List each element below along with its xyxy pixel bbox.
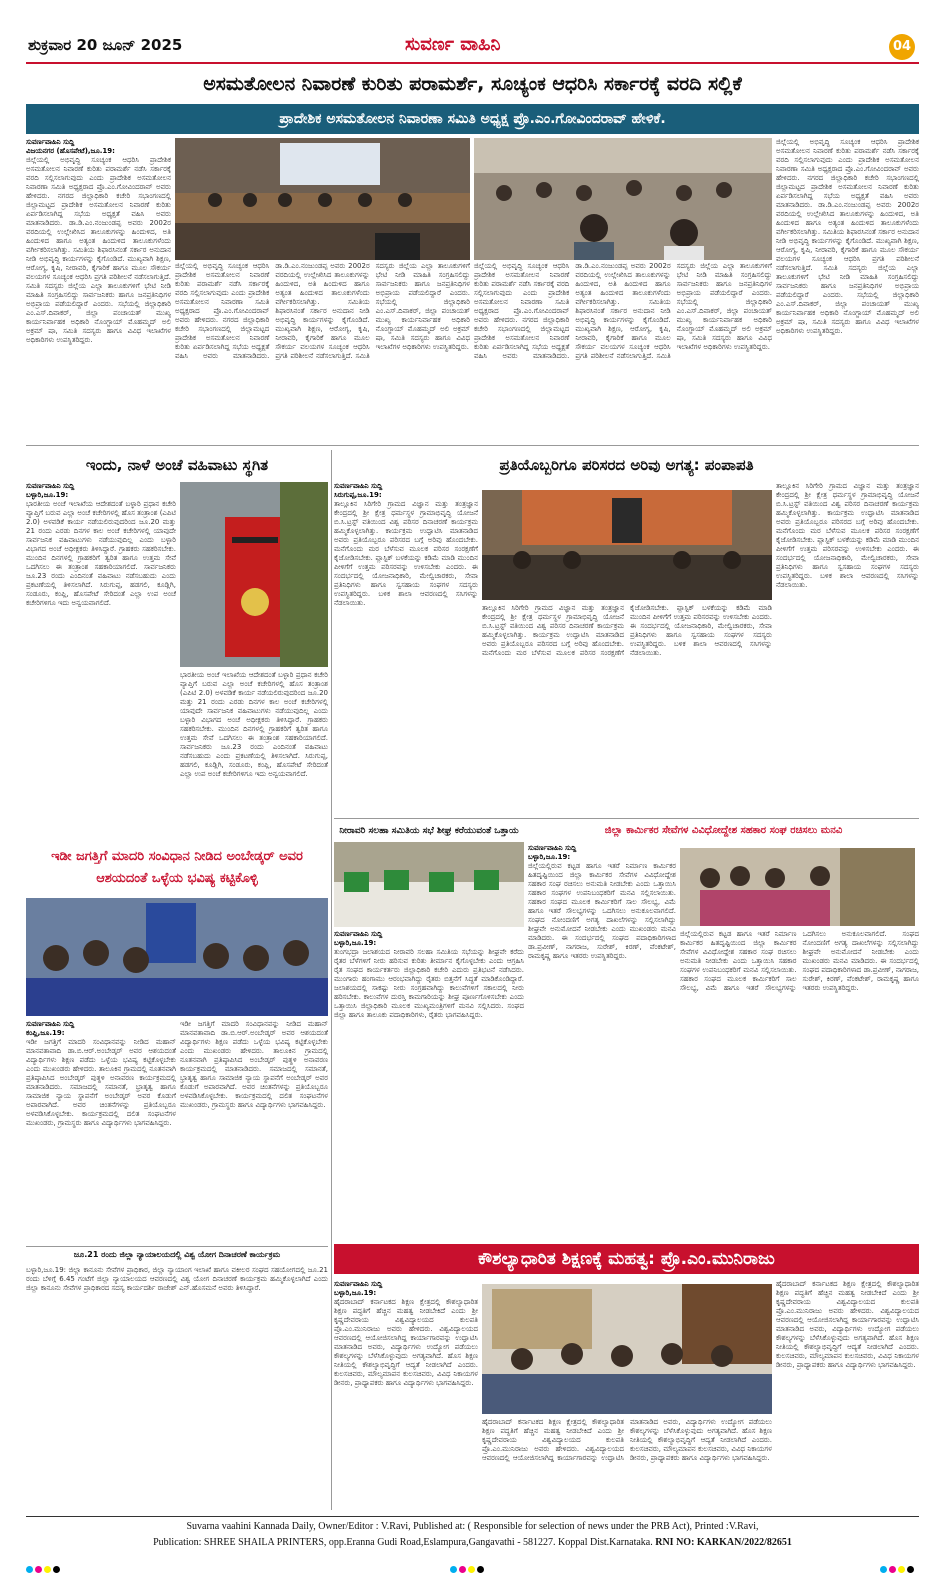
issue-date: ಶುಕ್ರವಾರ 20 ಜೂನ್ 2025 [28,36,183,54]
postbox-image [180,482,328,667]
notice-divider [26,1246,328,1247]
lamp-lighting-image [482,1284,772,1414]
karmika-article-col2 [680,930,919,1238]
ambedkar-body-cont: ಇಡೀ ಜಗತ್ತಿಗೆ ಮಾದರಿ ಸಂವಿಧಾನವನ್ನು ನೀಡಿದ ಮಹಾನ್ ಮಾನವತಾವಾದಿ ಡಾ.ಬಿ.ಆರ್.ಅಂಬೇಡ್ಕರ್ ಅವರ ಆಶಯದಂತೆ ವಿದ್ಯಾರ್ಥಿಗಳು ಶಿಕ್ಷಣ ಪಡೆದು ಒಳ್ಳೆಯ ಭವಿಷ್ಯ ಕಟ್ಟಿಕೊಳ್ಳಬೇಕು ಎಂದು ಮುಖಂಡರು ಹೇಳಿದರು. ತಾಲೂಕಿನ ಗ್ರಾಮದಲ್ಲಿ ನೂತನವಾಗಿ ಪ್ರತಿಷ್ಠಾಪಿಸಿದ ಅಂಬೇಡ್ಕರ್ ಪುತ್ಥಳಿ ಅನಾವರಣ ಕಾರ್ಯಕ್ರಮದಲ್ಲಿ ಮಾತನಾಡಿದರು. ಸಮಾಜದಲ್ಲಿ ಸಮಾನತೆ, ಭ್ರಾತೃತ್ವ ಹಾಗೂ ಸಾಮಾಜಿಕ ನ್ಯಾಯ ಸ್ಥಾಪನೆಗೆ ಅಂಬೇಡ್ಕರ್ ಅವರ ಕೊಡುಗೆ ಅಪಾರವಾಗಿದೆ. ಅವರ ಚಿಂತನೆಗಳನ್ನು ಪ್ರತಿಯೊಬ್ಬರೂ ಅಳವಡಿಸಿಕೊಳ್ಳಬೇಕು. ಕಾರ್ಯಕ್ರಮದಲ್ಲಿ ದಲಿತ ಸಂಘಟನೆಗಳ ಮುಖಂಡರು, ಗ್ರಾಮಸ್ಥರು ಹಾಗೂ ವಿದ್ಯಾರ್ಥಿಗಳು ಭಾಗವಹಿಸಿದ್ದರು. [180,1020,328,1109]
lead-headline: ಅಸಮತೋಲನ ನಿವಾರಣೆ ಕುರಿತು ಪರಾಮರ್ಶೆ, ಸೂಚ್ಯಂಕ ಆಧರಿಸಿ ಸರ್ಕಾರಕ್ಕೆ ವರದಿ ಸಲ್ಲಿಕೆ [203,73,742,95]
farmers-protest-image [334,842,524,927]
karmika-body: ಜಿಲ್ಲೆಯಲ್ಲಿರುವ ಕಟ್ಟಡ ಹಾಗೂ ಇತರೆ ನಿರ್ಮಾಣ ಕಾರ್ಮಿಕರ ಹಿತದೃಷ್ಟಿಯಿಂದ ಜಿಲ್ಲಾ ಕಾರ್ಮಿಕರ ಸೇವೆಗಳ ವಿವಿಧೋದ್ದೇಶ ಸಹಕಾರ ಸಂಘ ರಚಿಸಲು ಅನುಮತಿ ನೀಡಬೇಕು ಎಂದು ಒತ್ತಾಯಿಸಿ ಸಹಕಾರ ಸಂಘಗಳ ಉಪನಿಬಂಧಕರಿಗೆ ಮನವಿ ಸಲ್ಲಿಸಲಾಯಿತು. ಸಹಕಾರ ಸಂಘದ ಮೂಲಕ ಕಾರ್ಮಿಕರಿಗೆ ಸಾಲ ಸೌಲಭ್ಯ, ವಿಮೆ ಹಾಗೂ ಇತರೆ ಸೌಲಭ್ಯಗಳನ್ನು ಒದಗಿಸಲು ಅನುಕೂಲವಾಗಲಿದೆ. ಸಂಘದ ನೋಂದಣಿಗೆ ಅಗತ್ಯ ದಾಖಲೆಗಳನ್ನು ಸಲ್ಲಿಸಲಾಗಿದ್ದು ಶೀಘ್ರವೇ ಅನುಮೋದನೆ ನೀಡಬೇಕು ಎಂದು ಮುಖಂಡರು ಮನವಿ ಮಾಡಿದರು. ಈ ಸಂದರ್ಭದಲ್ಲಿ ಸಂಘದ ಪದಾಧಿಕಾರಿಗಳಾದ ಡಾ.ಪ್ರವೀಣ್, ನಾಗರಾಜ, ಸುರೇಶ್, ಕಿರಣ್, ವೆಂಕಟೇಶ್, ರಾಮಕೃಷ್ಣ ಹಾಗೂ ಇತರರು ಉಪಸ್ಥಿತರಿದ್ದರು. [528,862,676,960]
footer-rule [26,1516,919,1517]
lead-article-col1 [26,138,171,440]
meeting-dais-image [175,138,470,260]
lead-body: ಜಿಲ್ಲೆಯಲ್ಲಿ ಅಭಿವೃದ್ಧಿ ಸೂಚ್ಯಂಕ ಆಧರಿಸಿ ಪ್ರಾದೇಶಿಕ ಅಸಮತೋಲನ ನಿವಾರಣೆ ಕುರಿತು ಪರಾಮರ್ಶೆ ನಡೆಸಿ ಸರ್ಕಾರಕ್ಕೆ ವರದಿ ಸಲ್ಲಿಸಲಾಗುವುದು ಎಂದು ಪ್ರಾದೇಶಿಕ ಅಸಮತೋಲನ ನಿವಾರಣಾ ಸಮಿತಿ ಅಧ್ಯಕ್ಷರಾದ ಪ್ರೊ.ಎಂ.ಗೋವಿಂದರಾವ್ ಅವರು ಹೇಳಿದರು. ನಗರದ ಜಿಲ್ಲಾಧಿಕಾರಿ ಕಚೇರಿ ಸಭಾಂಗಣದಲ್ಲಿ ಜಿಲ್ಲಾಮಟ್ಟದ ಪ್ರಾದೇಶಿಕ ಅಸಮತೋಲನ ನಿವಾರಣೆ ಕುರಿತು ಏರ್ಪಡಿಸಲಾಗಿದ್ದ ಸಭೆಯ ಅಧ್ಯಕ್ಷತೆ ವಹಿಸಿ ಅವರು ಮಾತನಾಡಿದರು. ಡಾ.ಡಿ.ಎಂ.ನಂಜುಂಡಪ್ಪ ಅವರು 2002ರ ವರದಿಯಲ್ಲಿ ಉಲ್ಲೇಖಿಸಿದ ತಾಲೂಕುಗಳನ್ನು ಹಿಂದುಳಿದ, ಅತಿ ಹಿಂದುಳಿದ ಹಾಗೂ ಅತ್ಯಂತ ಹಿಂದುಳಿದ ತಾಲೂಕುಗಳೆಂದು ವರ್ಗೀಕರಿಸಲಾಗಿತ್ತು. ಸಮಿತಿಯ ಶಿಫಾರಸಿನಂತೆ ಸರ್ಕಾರ ಅನುದಾನ ನೀಡಿ ಅಭಿವೃದ್ಧಿ ಕಾರ್ಯಗಳನ್ನು ಕೈಗೊಂಡಿದೆ. ಮುಖ್ಯವಾಗಿ ಶಿಕ್ಷಣ, ಆರೋಗ್ಯ, ಕೃಷಿ, ನೀರಾವರಿ, ಕೈಗಾರಿಕೆ ಹಾಗೂ ಮೂಲ ಸೌಕರ್ಯ ವಲಯಗಳ ಸೂಚ್ಯಂಕ ಆಧರಿಸಿ ಪ್ರಗತಿ ಪರಿಶೀಲನೆ ನಡೆಸಲಾಗುತ್ತಿದೆ. ಸಮಿತಿ ಸದಸ್ಯರು ಜಿಲ್ಲೆಯ ಎಲ್ಲಾ ತಾಲೂಕುಗಳಿಗೆ ಭೇಟಿ ನೀಡಿ ಮಾಹಿತಿ ಸಂಗ್ರಹಿಸಲಿದ್ದು ಸಾರ್ವಜನಿಕರು ಹಾಗೂ ಜನಪ್ರತಿನಿಧಿಗಳ ಅಭಿಪ್ರಾಯ ಪಡೆಯಲಿದ್ದಾರೆ ಎಂದರು. ಸಭೆಯಲ್ಲಿ ಜಿಲ್ಲಾಧಿಕಾರಿ ಎಂ.ಎಸ್.ದಿವಾಕರ್, ಜಿಲ್ಲಾ ಪಂಚಾಯತ್ ಮುಖ್ಯ ಕಾರ್ಯನಿರ್ವಾಹಕ ಅಧಿಕಾರಿ ನೊಂಗ್ಜಾಯ್ ಮೊಹಮ್ಮದ್ ಅಲಿ ಅಕ್ರಮ್ ಷಾ, ಸಮಿತಿ ಸದಸ್ಯರು ಹಾಗೂ ವಿವಿಧ ಇಲಾಖೆಗಳ ಅಧಿಕಾರಿಗಳು ಉಪಸ್ಥಿತರಿದ್ದರು. [26,156,171,344]
yoga-notice-body: ಬಳ್ಳಾರಿ,ಜೂ.19: ಜಿಲ್ಲಾ ಕಾನೂನು ಸೇವೆಗಳ ಪ್ರಾಧಿಕಾರ, ಜಿಲ್ಲಾ ನ್ಯಾಯಾಂಗ ಇಲಾಖೆ ಹಾಗೂ ವಕೀಲರ ಸಂಘದ ಸಹಯೋಗದಲ್ಲಿ ಜೂ.21 ರಂದು ಬೆಳಿಗ್ಗೆ 6.45 ಗಂಟೆಗೆ ಜಿಲ್ಲಾ ನ್ಯಾಯಾಲಯದ ಆವರಣದಲ್ಲಿ ವಿಶ್ವ ಯೋಗ ದಿನಾಚರಣೆ ಕಾರ್ಯಕ್ರಮ ಹಮ್ಮಿಕೊಳ್ಳಲಾಗಿದೆ ಎಂದು ಜಿಲ್ಲಾ ಕಾನೂನು ಸೇವೆಗಳ ಪ್ರಾಧಿಕಾರದ ಸದಸ್ಯ ಕಾರ್ಯದರ್ಶಿ ರಾಜೇಶ್ ಎನ್.ಹೊಸಮನೆ ಅವರು ತಿಳಿಸಿದ್ದಾರೆ. [26,1266,328,1292]
page-header [0,0,945,64]
ambedkar-headline: ಇಡೀ ಜಗತ್ತಿಗೆ ಮಾದರಿ ಸಂವಿಧಾನ ನೀಡಿದ ಅಂಬೇಡ್ಕರ್ ಅವರ ಆಶಯದಂತೆ ಒಳ್ಳೆಯ ಭವಿಷ್ಯ ಕಟ್ಟಿಕೊಳ್ಳಿ [51,849,303,886]
page-number-badge: 04 [889,34,915,60]
unveiling-image [26,898,328,1016]
muniraju-article-col2 [482,1418,772,1512]
memorandum-image [680,848,915,926]
anche-headline: ಇಂದು, ನಾಳೆ ಅಂಚೆ ವಹಿವಾಟು ಸ್ಥಗಿತ [85,456,269,474]
lead-byline: ಸುವರ್ಣವಾಹಿನಿ ಸುದ್ದಿ [26,138,75,146]
ambedkar-article-col2 [180,1020,328,1238]
ryot-article [334,930,524,1238]
pampapathi-body: ತಾಲ್ಲೂಕಿನ ಸಿರಿಗೇರಿ ಗ್ರಾಮದ ವಿಜ್ಞಾನ ಮತ್ತು ತಂತ್ರಜ್ಞಾನ ಕೇಂದ್ರದಲ್ಲಿ ಶ್ರೀ ಕ್ಷೇತ್ರ ಧರ್ಮಸ್ಥಳ ಗ್ರಾಮಾಭಿವೃದ್ಧಿ ಯೋಜನೆ ಬಿ.ಸಿ.ಟ್ರಸ್ಟ್ ವತಿಯಿಂದ ವಿಶ್ವ ಪರಿಸರ ದಿನಾಚರಣೆ ಕಾರ್ಯಕ್ರಮ ಹಮ್ಮಿಕೊಳ್ಳಲಾಗಿತ್ತು. ಕಾರ್ಯಕ್ರಮ ಉದ್ಘಾಟಿಸಿ ಮಾತನಾಡಿದ ಅವರು ಪ್ರತಿಯೊಬ್ಬರೂ ಪರಿಸರದ ಬಗ್ಗೆ ಅರಿವು ಹೊಂದಬೇಕು. ಮನೆಗೊಂದು ಮರ ಬೆಳೆಸುವ ಮೂಲಕ ಪರಿಸರ ಸಂರಕ್ಷಣೆಗೆ ಕೈಜೋಡಿಸಬೇಕು. ಪ್ಲಾಸ್ಟಿಕ್ ಬಳಕೆಯನ್ನು ಕಡಿಮೆ ಮಾಡಿ ಮುಂದಿನ ಪೀಳಿಗೆಗೆ ಉತ್ತಮ ಪರಿಸರವನ್ನು ಉಳಿಸಬೇಕು ಎಂದರು. ಈ ಸಂದರ್ಭದಲ್ಲಿ ಯೋಜನಾಧಿಕಾರಿ, ಮೇಲ್ವಿಚಾರಕರು, ಸೇವಾ ಪ್ರತಿನಿಧಿಗಳು ಹಾಗೂ ಸ್ವಸಹಾಯ ಸಂಘಗಳ ಸದಸ್ಯರು ಉಪಸ್ಥಿತರಿದ್ದರು. ಬಳಿಕ ಶಾಲಾ ಆವರಣದಲ್ಲಿ ಸಸಿಗಳನ್ನು ನೆಡಲಾಯಿತು. [334,500,478,607]
karmika-headline: ಜಿಲ್ಲಾ ಕಾರ್ಮಿಕರ ಸೇವೆಗಳ ವಿವಿಧೋದ್ದೇಶ ಸಹಕಾರ ಸಂಘ ರಚಿಸಲು ಮನವಿ [604,825,843,836]
ryot-photo-protest [334,842,524,927]
ambedkar-photo-unveiling [26,898,328,1016]
muniraju-article-col1 [334,1280,478,1512]
audience-image [474,138,772,260]
anche-dateline: ಬಳ್ಳಾರಿ,ಜೂ.19: [26,491,69,499]
lead-article-col2 [175,262,470,440]
lead-article-col3 [474,262,772,440]
ambedkar-body: ಇಡೀ ಜಗತ್ತಿಗೆ ಮಾದರಿ ಸಂವಿಧಾನವನ್ನು ನೀಡಿದ ಮಹಾನ್ ಮಾನವತಾವಾದಿ ಡಾ.ಬಿ.ಆರ್.ಅಂಬೇಡ್ಕರ್ ಅವರ ಆಶಯದಂತೆ ವಿದ್ಯಾರ್ಥಿಗಳು ಶಿಕ್ಷಣ ಪಡೆದು ಒಳ್ಳೆಯ ಭವಿಷ್ಯ ಕಟ್ಟಿಕೊಳ್ಳಬೇಕು ಎಂದು ಮುಖಂಡರು ಹೇಳಿದರು. ತಾಲೂಕಿನ ಗ್ರಾಮದಲ್ಲಿ ನೂತನವಾಗಿ ಪ್ರತಿಷ್ಠಾಪಿಸಿದ ಅಂಬೇಡ್ಕರ್ ಪುತ್ಥಳಿ ಅನಾವರಣ ಕಾರ್ಯಕ್ರಮದಲ್ಲಿ ಮಾತನಾಡಿದರು. ಸಮಾಜದಲ್ಲಿ ಸಮಾನತೆ, ಭ್ರಾತೃತ್ವ ಹಾಗೂ ಸಾಮಾಜಿಕ ನ್ಯಾಯ ಸ್ಥಾಪನೆಗೆ ಅಂಬೇಡ್ಕರ್ ಅವರ ಕೊಡುಗೆ ಅಪಾರವಾಗಿದೆ. ಅವರ ಚಿಂತನೆಗಳನ್ನು ಪ್ರತಿಯೊಬ್ಬರೂ ಅಳವಡಿಸಿಕೊಳ್ಳಬೇಕು. ಕಾರ್ಯಕ್ರಮದಲ್ಲಿ ದಲಿತ ಸಂಘಟನೆಗಳ ಮುಖಂಡರು, ಗ್ರಾಮಸ್ಥರು ಹಾಗೂ ವಿದ್ಯಾರ್ಥಿಗಳು ಭಾಗವಹಿಸಿದ್ದರು. [26,1038,176,1127]
ryot-body: ತುಂಗಭದ್ರಾ ಜಲಾಶಯದ ನೀರಾವರಿ ಸಲಹಾ ಸಮಿತಿಯ ಸಭೆಯನ್ನು ಶೀಘ್ರವೇ ಕರೆದು ರೈತರ ಬೆಳೆಗಳಿಗೆ ನೀರು ಹರಿಸುವ ಕುರಿತು ತೀರ್ಮಾನ ಕೈಗೊಳ್ಳಬೇಕು ಎಂದು ಆಗ್ರಹಿಸಿ ರೈತ ಸಂಘದ ಕಾರ್ಯಕರ್ತರು ಜಿಲ್ಲಾಧಿಕಾರಿ ಕಚೇರಿ ಎದುರು ಪ್ರತಿಭಟನೆ ನಡೆಸಿದರು. ಮುಂಗಾರು ಹಂಗಾಮು ಆರಂಭವಾಗಿದ್ದು ರೈತರು ಬಿತ್ತನೆಗೆ ಸಿದ್ಧತೆ ಮಾಡಿಕೊಂಡಿದ್ದಾರೆ. ಜಲಾಶಯದಲ್ಲಿ ಸಾಕಷ್ಟು ನೀರು ಸಂಗ್ರಹವಾಗಿದ್ದು ಕಾಲುವೆಗಳಿಗೆ ಸಕಾಲದಲ್ಲಿ ನೀರು ಹರಿಸಬೇಕು. ಕಾಲುವೆಗಳ ದುರಸ್ತಿ ಕಾಮಗಾರಿಯನ್ನು ಶೀಘ್ರ ಪೂರ್ಣಗೊಳಿಸಬೇಕು ಎಂದು ಒತ್ತಾಯಿಸಿ ಜಿಲ್ಲಾಧಿಕಾರಿ ಮೂಲಕ ಮುಖ್ಯಮಂತ್ರಿಗಳಿಗೆ ಮನವಿ ಸಲ್ಲಿಸಿದರು. ಸಂಘದ ಜಿಲ್ಲಾ ಹಾಗೂ ತಾಲೂಕು ಪದಾಧಿಕಾರಿಗಳು, ರೈತರು ಭಾಗವಹಿಸಿದ್ದರು. [334,948,524,1019]
anche-article-col1 [26,482,176,822]
ambedkar-article-col1 [26,1020,176,1238]
lead-subheadline: ಪ್ರಾದೇಶಿಕ ಅಸಮತೋಲನ ನಿವಾರಣಾ ಸಮಿತಿ ಅಧ್ಯಕ್ಷ ಪ್ರೊ.ಎಂ.ಗೋವಿಂದರಾವ್ ಹೇಳಿಕೆ. [26,104,919,134]
muniraju-byline: ಸುವರ್ಣವಾಹಿನಿ ಸುದ್ದಿ [334,1280,383,1288]
pampapathi-article-col2 [482,604,772,812]
registration-marks-center [450,1558,486,1566]
imprint-line1: Suvarna vaahini Kannada Daily, Owner/Editor : V.Ravi, Published at: ( Responsible for selection of news under the PRB Act), Printed :V.Ravi, [186,1521,759,1532]
pampapathi-headline: ಪ್ರತಿಯೊಬ್ಬರಿಗೂ ಪರಿಸರದ ಅರಿವು ಅಗತ್ಯ: ಪಂಪಾಪತಿ [499,456,754,474]
ambedkar-dateline: ಕಂಪ್ಲಿ,ಜೂ.19: [26,1029,65,1037]
registration-marks-right [880,1558,916,1566]
pampapathi-dateline: ಸಿರುಗುಪ್ಪ,ಜೂ.19: [334,491,382,499]
pampapathi-article-col1 [334,482,478,812]
yoga-notice-title: ಜೂ.21 ರಂದು ಜಿಲ್ಲಾ ನ್ಯಾಯಾಲಯದಲ್ಲಿ ವಿಶ್ವ ಯೋಗ ದಿನಾಚರಣೆ ಕಾರ್ಯಕ್ರಮ [73,1250,281,1259]
masthead-logo: ಸುವರ್ಣ ವಾಹಿನಿ [405,34,501,55]
muniraju-headline: ಕೌಶಲ್ಯಾಧಾರಿತ ಶಿಕ್ಷಣಕ್ಕೆ ಮಹತ್ವ: ಪ್ರೊ.ಎಂ.ಮುನಿರಾಜು [334,1244,919,1274]
lead-dateline: ವಿಜಯನಗರ (ಹೊಸಪೇಟೆ),ಜೂ.19: [26,147,115,155]
pampapathi-body-cont2: ತಾಲ್ಲೂಕಿನ ಸಿರಿಗೇರಿ ಗ್ರಾಮದ ವಿಜ್ಞಾನ ಮತ್ತು ತಂತ್ರಜ್ಞಾನ ಕೇಂದ್ರದಲ್ಲಿ ಶ್ರೀ ಕ್ಷೇತ್ರ ಧರ್ಮಸ್ಥಳ ಗ್ರಾಮಾಭಿವೃದ್ಧಿ ಯೋಜನೆ ಬಿ.ಸಿ.ಟ್ರಸ್ಟ್ ವತಿಯಿಂದ ವಿಶ್ವ ಪರಿಸರ ದಿನಾಚರಣೆ ಕಾರ್ಯಕ್ರಮ ಹಮ್ಮಿಕೊಳ್ಳಲಾಗಿತ್ತು. ಕಾರ್ಯಕ್ರಮ ಉದ್ಘಾಟಿಸಿ ಮಾತನಾಡಿದ ಅವರು ಪ್ರತಿಯೊಬ್ಬರೂ ಪರಿಸರದ ಬಗ್ಗೆ ಅರಿವು ಹೊಂದಬೇಕು. ಮನೆಗೊಂದು ಮರ ಬೆಳೆಸುವ ಮೂಲಕ ಪರಿಸರ ಸಂರಕ್ಷಣೆಗೆ ಕೈಜೋಡಿಸಬೇಕು. ಪ್ಲಾಸ್ಟಿಕ್ ಬಳಕೆಯನ್ನು ಕಡಿಮೆ ಮಾಡಿ ಮುಂದಿನ ಪೀಳಿಗೆಗೆ ಉತ್ತಮ ಪರಿಸರವನ್ನು ಉಳಿಸಬೇಕು ಎಂದರು. ಈ ಸಂದರ್ಭದಲ್ಲಿ ಯೋಜನಾಧಿಕಾರಿ, ಮೇಲ್ವಿಚಾರಕರು, ಸೇವಾ ಪ್ರತಿನಿಧಿಗಳು ಹಾಗೂ ಸ್ವಸಹಾಯ ಸಂಘಗಳ ಸದಸ್ಯರು ಉಪಸ್ಥಿತರಿದ್ದರು. ಬಳಿಕ ಶಾಲಾ ಆವರಣದಲ್ಲಿ ಸಸಿಗಳನ್ನು ನೆಡಲಾಯಿತು. [776,482,919,589]
pampapathi-photo-stage [482,490,772,600]
pampapathi-body-cont: ತಾಲ್ಲೂಕಿನ ಸಿರಿಗೇರಿ ಗ್ರಾಮದ ವಿಜ್ಞಾನ ಮತ್ತು ತಂತ್ರಜ್ಞಾನ ಕೇಂದ್ರದಲ್ಲಿ ಶ್ರೀ ಕ್ಷೇತ್ರ ಧರ್ಮಸ್ಥಳ ಗ್ರಾಮಾಭಿವೃದ್ಧಿ ಯೋಜನೆ ಬಿ.ಸಿ.ಟ್ರಸ್ಟ್ ವತಿಯಿಂದ ವಿಶ್ವ ಪರಿಸರ ದಿನಾಚರಣೆ ಕಾರ್ಯಕ್ರಮ ಹಮ್ಮಿಕೊಳ್ಳಲಾಗಿತ್ತು. ಕಾರ್ಯಕ್ರಮ ಉದ್ಘಾಟಿಸಿ ಮಾತನಾಡಿದ ಅವರು ಪ್ರತಿಯೊಬ್ಬರೂ ಪರಿಸರದ ಬಗ್ಗೆ ಅರಿವು ಹೊಂದಬೇಕು. ಮನೆಗೊಂದು ಮರ ಬೆಳೆಸುವ ಮೂಲಕ ಪರಿಸರ ಸಂರಕ್ಷಣೆಗೆ ಕೈಜೋಡಿಸಬೇಕು. ಪ್ಲಾಸ್ಟಿಕ್ ಬಳಕೆಯನ್ನು ಕಡಿಮೆ ಮಾಡಿ ಮುಂದಿನ ಪೀಳಿಗೆಗೆ ಉತ್ತಮ ಪರಿಸರವನ್ನು ಉಳಿಸಬೇಕು ಎಂದರು. ಈ ಸಂದರ್ಭದಲ್ಲಿ ಯೋಜನಾಧಿಕಾರಿ, ಮೇಲ್ವಿಚಾರಕರು, ಸೇವಾ ಪ್ರತಿನಿಧಿಗಳು ಹಾಗೂ ಸ್ವಸಹಾಯ ಸಂಘಗಳ ಸದಸ್ಯರು ಉಪಸ್ಥಿತರಿದ್ದರು. ಬಳಿಕ ಶಾಲಾ ಆವರಣದಲ್ಲಿ ಸಸಿಗಳನ್ನು ನೆಡಲಾಯಿತು. [482,604,772,657]
karmika-article-col1 [528,844,676,1238]
karmika-dateline: ಬಳ್ಳಾರಿ,ಜೂ.19: [528,853,571,861]
lead-photo-meeting-dais [175,138,470,260]
anche-photo-postbox [180,482,328,667]
muniraju-body-cont: ಹೈದರಾಬಾದ್ ಕರ್ನಾಟಕದ ಶಿಕ್ಷಣ ಕ್ಷೇತ್ರದಲ್ಲಿ ಕೌಶಲ್ಯಾಧಾರಿತ ಶಿಕ್ಷಣ ಪದ್ಧತಿಗೆ ಹೆಚ್ಚಿನ ಮಹತ್ವ ನೀಡಬೇಕಿದೆ ಎಂದು ಶ್ರೀ ಕೃಷ್ಣದೇವರಾಯ ವಿಶ್ವವಿದ್ಯಾಲಯದ ಕುಲಪತಿ ಪ್ರೊ.ಎಂ.ಮುನಿರಾಜು ಅವರು ಹೇಳಿದರು. ವಿಶ್ವವಿದ್ಯಾಲಯದ ಆವರಣದಲ್ಲಿ ಆಯೋಜಿಸಲಾಗಿದ್ದ ಕಾರ್ಯಾಗಾರವನ್ನು ಉದ್ಘಾಟಿಸಿ ಮಾತನಾಡಿದ ಅವರು, ವಿದ್ಯಾರ್ಥಿಗಳು ಉದ್ಯೋಗ ಪಡೆಯಲು ಕೌಶಲ್ಯಗಳನ್ನು ಬೆಳೆಸಿಕೊಳ್ಳುವುದು ಅಗತ್ಯವಾಗಿದೆ. ಹೊಸ ಶಿಕ್ಷಣ ನೀತಿಯಲ್ಲಿ ಕೌಶಲ್ಯಾಭಿವೃದ್ಧಿಗೆ ಆದ್ಯತೆ ನೀಡಲಾಗಿದೆ ಎಂದರು. ಕುಲಸಚಿವರು, ಮೌಲ್ಯಮಾಪನ ಕುಲಸಚಿವರು, ವಿವಿಧ ನಿಕಾಯಗಳ ಡೀನರು, ಪ್ರಾಧ್ಯಾಪಕರು ಹಾಗೂ ವಿದ್ಯಾರ್ಥಿಗಳು ಭಾಗವಹಿಸಿದ್ದರು. [482,1418,772,1462]
rni-number: RNI NO: KARKAN/2022/82651 [655,1537,792,1548]
karmika-body-cont: ಜಿಲ್ಲೆಯಲ್ಲಿರುವ ಕಟ್ಟಡ ಹಾಗೂ ಇತರೆ ನಿರ್ಮಾಣ ಕಾರ್ಮಿಕರ ಹಿತದೃಷ್ಟಿಯಿಂದ ಜಿಲ್ಲಾ ಕಾರ್ಮಿಕರ ಸೇವೆಗಳ ವಿವಿಧೋದ್ದೇಶ ಸಹಕಾರ ಸಂಘ ರಚಿಸಲು ಅನುಮತಿ ನೀಡಬೇಕು ಎಂದು ಒತ್ತಾಯಿಸಿ ಸಹಕಾರ ಸಂಘಗಳ ಉಪನಿಬಂಧಕರಿಗೆ ಮನವಿ ಸಲ್ಲಿಸಲಾಯಿತು. ಸಹಕಾರ ಸಂಘದ ಮೂಲಕ ಕಾರ್ಮಿಕರಿಗೆ ಸಾಲ ಸೌಲಭ್ಯ, ವಿಮೆ ಹಾಗೂ ಇತರೆ ಸೌಲಭ್ಯಗಳನ್ನು ಒದಗಿಸಲು ಅನುಕೂಲವಾಗಲಿದೆ. ಸಂಘದ ನೋಂದಣಿಗೆ ಅಗತ್ಯ ದಾಖಲೆಗಳನ್ನು ಸಲ್ಲಿಸಲಾಗಿದ್ದು ಶೀಘ್ರವೇ ಅನುಮೋದನೆ ನೀಡಬೇಕು ಎಂದು ಮುಖಂಡರು ಮನವಿ ಮಾಡಿದರು. ಈ ಸಂದರ್ಭದಲ್ಲಿ ಸಂಘದ ಪದಾಧಿಕಾರಿಗಳಾದ ಡಾ.ಪ್ರವೀಣ್, ನಾಗರಾಜ, ಸುರೇಶ್, ಕಿರಣ್, ವೆಂಕಟೇಶ್, ರಾಮಕೃಷ್ಣ ಹಾಗೂ ಇತರರು ಉಪಸ್ಥಿತರಿದ್ದರು. [680,930,919,992]
karmika-byline: ಸುವರ್ಣವಾಹಿನಿ ಸುದ್ದಿ [528,844,577,852]
ambedkar-byline: ಸುವರ್ಣವಾಹಿನಿ ಸುದ್ದಿ [26,1020,75,1028]
lead-photo-audience [474,138,772,260]
stage-event-image [482,490,772,600]
section-divider [26,445,919,446]
header-rule [26,62,919,64]
muniraju-article-col3 [776,1280,919,1512]
imprint-footer [26,1519,919,1555]
muniraju-body: ಹೈದರಾಬಾದ್ ಕರ್ನಾಟಕದ ಶಿಕ್ಷಣ ಕ್ಷೇತ್ರದಲ್ಲಿ ಕೌಶಲ್ಯಾಧಾರಿತ ಶಿಕ್ಷಣ ಪದ್ಧತಿಗೆ ಹೆಚ್ಚಿನ ಮಹತ್ವ ನೀಡಬೇಕಿದೆ ಎಂದು ಶ್ರೀ ಕೃಷ್ಣದೇವರಾಯ ವಿಶ್ವವಿದ್ಯಾಲಯದ ಕುಲಪತಿ ಪ್ರೊ.ಎಂ.ಮುನಿರಾಜು ಅವರು ಹೇಳಿದರು. ವಿಶ್ವವಿದ್ಯಾಲಯದ ಆವರಣದಲ್ಲಿ ಆಯೋಜಿಸಲಾಗಿದ್ದ ಕಾರ್ಯಾಗಾರವನ್ನು ಉದ್ಘಾಟಿಸಿ ಮಾತನಾಡಿದ ಅವರು, ವಿದ್ಯಾರ್ಥಿಗಳು ಉದ್ಯೋಗ ಪಡೆಯಲು ಕೌಶಲ್ಯಗಳನ್ನು ಬೆಳೆಸಿಕೊಳ್ಳುವುದು ಅಗತ್ಯವಾಗಿದೆ. ಹೊಸ ಶಿಕ್ಷಣ ನೀತಿಯಲ್ಲಿ ಕೌಶಲ್ಯಾಭಿವೃದ್ಧಿಗೆ ಆದ್ಯತೆ ನೀಡಲಾಗಿದೆ ಎಂದರು. ಕುಲಸಚಿವರು, ಮೌಲ್ಯಮಾಪನ ಕುಲಸಚಿವರು, ವಿವಿಧ ನಿಕಾಯಗಳ ಡೀನರು, ಪ್ರಾಧ್ಯಾಪಕರು ಹಾಗೂ ವಿದ್ಯಾರ್ಥಿಗಳು ಭಾಗವಹಿಸಿದ್ದರು. [334,1298,478,1387]
pampapathi-byline: ಸುವರ್ಣವಾಹಿನಿ ಸುದ್ದಿ [334,482,383,490]
muniraju-photo-lamp [482,1284,772,1414]
section-divider-2 [334,818,919,819]
ryot-dateline: ಬಳ್ಳಾರಿ,ಜೂ.19: [334,939,377,947]
anche-body-cont: ಭಾರತೀಯ ಅಂಚೆ ಇಲಾಖೆಯ ಆದೇಶದಂತೆ ಬಳ್ಳಾರಿ ಪ್ರಧಾನ ಕಚೇರಿ ವ್ಯಾಪ್ತಿಗೆ ಬರುವ ಎಲ್ಲಾ ಅಂಚೆ ಕಚೇರಿಗಳಲ್ಲಿ ಹೊಸ ತಂತ್ರಾಂಶ (ಎಪಿಟಿ 2.0) ಅಳವಡಿಕೆ ಕಾರ್ಯ ನಡೆಯಲಿರುವುದರಿಂದ ಜೂ.20 ಮತ್ತು 21 ರಂದು ಎರಡು ದಿನಗಳ ಕಾಲ ಅಂಚೆ ಕಚೇರಿಗಳಲ್ಲಿ ಯಾವುದೇ ಸಾರ್ವಜನಿಕ ವಹಿವಾಟುಗಳು ನಡೆಯುವುದಿಲ್ಲ ಎಂದು ಬಳ್ಳಾರಿ ವಿಭಾಗದ ಅಂಚೆ ಅಧೀಕ್ಷಕರು ತಿಳಿಸಿದ್ದಾರೆ. ಗ್ರಾಹಕರು ಸಹಕರಿಸಬೇಕು. ಮುಂದಿನ ದಿನಗಳಲ್ಲಿ ಗ್ರಾಹಕರಿಗೆ ತ್ವರಿತ ಹಾಗೂ ಉತ್ತಮ ಸೇವೆ ಒದಗಿಸಲು ಈ ತಂತ್ರಾಂಶ ಸಹಕಾರಿಯಾಗಲಿದೆ. ಸಾರ್ವಜನಿಕರು ಜೂ.23 ರಂದು ಎಂದಿನಂತೆ ವಹಿವಾಟು ನಡೆಸಬಹುದು ಎಂದು ಪ್ರಕಟಣೆಯಲ್ಲಿ ತಿಳಿಸಲಾಗಿದೆ. ಸಿರುಗುಪ್ಪ, ಹಡಗಲಿ, ಕೂಡ್ಲಿಗಿ, ಸಂಡೂರು, ಕಂಪ್ಲಿ, ಹೊಸಪೇಟೆ ಸೇರಿದಂತೆ ಎಲ್ಲಾ ಉಪ ಅಂಚೆ ಕಚೇರಿಗಳಿಗೂ ಇದು ಅನ್ವಯವಾಗಲಿದೆ. [180,671,328,778]
pampapathi-article-col3 [776,482,919,812]
muniraju-body-cont2: ಹೈದರಾಬಾದ್ ಕರ್ನಾಟಕದ ಶಿಕ್ಷಣ ಕ್ಷೇತ್ರದಲ್ಲಿ ಕೌಶಲ್ಯಾಧಾರಿತ ಶಿಕ್ಷಣ ಪದ್ಧತಿಗೆ ಹೆಚ್ಚಿನ ಮಹತ್ವ ನೀಡಬೇಕಿದೆ ಎಂದು ಶ್ರೀ ಕೃಷ್ಣದೇವರಾಯ ವಿಶ್ವವಿದ್ಯಾಲಯದ ಕುಲಪತಿ ಪ್ರೊ.ಎಂ.ಮುನಿರಾಜು ಅವರು ಹೇಳಿದರು. ವಿಶ್ವವಿದ್ಯಾಲಯದ ಆವರಣದಲ್ಲಿ ಆಯೋಜಿಸಲಾಗಿದ್ದ ಕಾರ್ಯಾಗಾರವನ್ನು ಉದ್ಘಾಟಿಸಿ ಮಾತನಾಡಿದ ಅವರು, ವಿದ್ಯಾರ್ಥಿಗಳು ಉದ್ಯೋಗ ಪಡೆಯಲು ಕೌಶಲ್ಯಗಳನ್ನು ಬೆಳೆಸಿಕೊಳ್ಳುವುದು ಅಗತ್ಯವಾಗಿದೆ. ಹೊಸ ಶಿಕ್ಷಣ ನೀತಿಯಲ್ಲಿ ಕೌಶಲ್ಯಾಭಿವೃದ್ಧಿಗೆ ಆದ್ಯತೆ ನೀಡಲಾಗಿದೆ ಎಂದರು. ಕುಲಸಚಿವರು, ಮೌಲ್ಯಮಾಪನ ಕುಲಸಚಿವರು, ವಿವಿಧ ನಿಕಾಯಗಳ ಡೀನರು, ಪ್ರಾಧ್ಯಾಪಕರು ಹಾಗೂ ವಿದ್ಯಾರ್ಥಿಗಳು ಭಾಗವಹಿಸಿದ್ದರು. [776,1280,919,1369]
ryot-headline: ನೀರಾವರಿ ಸಲಹಾ ಸಮಿತಿಯ ಸಭೆ ಶೀಘ್ರ ಕರೆಯುವಂತೆ ಒತ್ತಾಯ [339,826,519,836]
anche-body: ಭಾರತೀಯ ಅಂಚೆ ಇಲಾಖೆಯ ಆದೇಶದಂತೆ ಬಳ್ಳಾರಿ ಪ್ರಧಾನ ಕಚೇರಿ ವ್ಯಾಪ್ತಿಗೆ ಬರುವ ಎಲ್ಲಾ ಅಂಚೆ ಕಚೇರಿಗಳಲ್ಲಿ ಹೊಸ ತಂತ್ರಾಂಶ (ಎಪಿಟಿ 2.0) ಅಳವಡಿಕೆ ಕಾರ್ಯ ನಡೆಯಲಿರುವುದರಿಂದ ಜೂ.20 ಮತ್ತು 21 ರಂದು ಎರಡು ದಿನಗಳ ಕಾಲ ಅಂಚೆ ಕಚೇರಿಗಳಲ್ಲಿ ಯಾವುದೇ ಸಾರ್ವಜನಿಕ ವಹಿವಾಟುಗಳು ನಡೆಯುವುದಿಲ್ಲ ಎಂದು ಬಳ್ಳಾರಿ ವಿಭಾಗದ ಅಂಚೆ ಅಧೀಕ್ಷಕರು ತಿಳಿಸಿದ್ದಾರೆ. ಗ್ರಾಹಕರು ಸಹಕರಿಸಬೇಕು. ಮುಂದಿನ ದಿನಗಳಲ್ಲಿ ಗ್ರಾಹಕರಿಗೆ ತ್ವರಿತ ಹಾಗೂ ಉತ್ತಮ ಸೇವೆ ಒದಗಿಸಲು ಈ ತಂತ್ರಾಂಶ ಸಹಕಾರಿಯಾಗಲಿದೆ. ಸಾರ್ವಜನಿಕರು ಜೂ.23 ರಂದು ಎಂದಿನಂತೆ ವಹಿವಾಟು ನಡೆಸಬಹುದು ಎಂದು ಪ್ರಕಟಣೆಯಲ್ಲಿ ತಿಳಿಸಲಾಗಿದೆ. ಸಿರುಗುಪ್ಪ, ಹಡಗಲಿ, ಕೂಡ್ಲಿಗಿ, ಸಂಡೂರು, ಕಂಪ್ಲಿ, ಹೊಸಪೇಟೆ ಸೇರಿದಂತೆ ಎಲ್ಲಾ ಉಪ ಅಂಚೆ ಕಚೇರಿಗಳಿಗೂ ಇದು ಅನ್ವಯವಾಗಲಿದೆ. [26,500,176,607]
registration-marks-left [26,1558,62,1566]
anche-byline: ಸುವರ್ಣವಾಹಿನಿ ಸುದ್ದಿ [26,482,75,490]
lead-body-cont2: ಜಿಲ್ಲೆಯಲ್ಲಿ ಅಭಿವೃದ್ಧಿ ಸೂಚ್ಯಂಕ ಆಧರಿಸಿ ಪ್ರಾದೇಶಿಕ ಅಸಮತೋಲನ ನಿವಾರಣೆ ಕುರಿತು ಪರಾಮರ್ಶೆ ನಡೆಸಿ ಸರ್ಕಾರಕ್ಕೆ ವರದಿ ಸಲ್ಲಿಸಲಾಗುವುದು ಎಂದು ಪ್ರಾದೇಶಿಕ ಅಸಮತೋಲನ ನಿವಾರಣಾ ಸಮಿತಿ ಅಧ್ಯಕ್ಷರಾದ ಪ್ರೊ.ಎಂ.ಗೋವಿಂದರಾವ್ ಅವರು ಹೇಳಿದರು. ನಗರದ ಜಿಲ್ಲಾಧಿಕಾರಿ ಕಚೇರಿ ಸಭಾಂಗಣದಲ್ಲಿ ಜಿಲ್ಲಾಮಟ್ಟದ ಪ್ರಾದೇಶಿಕ ಅಸಮತೋಲನ ನಿವಾರಣೆ ಕುರಿತು ಏರ್ಪಡಿಸಲಾಗಿದ್ದ ಸಭೆಯ ಅಧ್ಯಕ್ಷತೆ ವಹಿಸಿ ಅವರು ಮಾತನಾಡಿದರು. ಡಾ.ಡಿ.ಎಂ.ನಂಜುಂಡಪ್ಪ ಅವರು 2002ರ ವರದಿಯಲ್ಲಿ ಉಲ್ಲೇಖಿಸಿದ ತಾಲೂಕುಗಳನ್ನು ಹಿಂದುಳಿದ, ಅತಿ ಹಿಂದುಳಿದ ಹಾಗೂ ಅತ್ಯಂತ ಹಿಂದುಳಿದ ತಾಲೂಕುಗಳೆಂದು ವರ್ಗೀಕರಿಸಲಾಗಿತ್ತು. ಸಮಿತಿಯ ಶಿಫಾರಸಿನಂತೆ ಸರ್ಕಾರ ಅನುದಾನ ನೀಡಿ ಅಭಿವೃದ್ಧಿ ಕಾರ್ಯಗಳನ್ನು ಕೈಗೊಂಡಿದೆ. ಮುಖ್ಯವಾಗಿ ಶಿಕ್ಷಣ, ಆರೋಗ್ಯ, ಕೃಷಿ, ನೀರಾವರಿ, ಕೈಗಾರಿಕೆ ಹಾಗೂ ಮೂಲ ಸೌಕರ್ಯ ವಲಯಗಳ ಸೂಚ್ಯಂಕ ಆಧರಿಸಿ ಪ್ರಗತಿ ಪರಿಶೀಲನೆ ನಡೆಸಲಾಗುತ್ತಿದೆ. ಸಮಿತಿ ಸದಸ್ಯರು ಜಿಲ್ಲೆಯ ಎಲ್ಲಾ ತಾಲೂಕುಗಳಿಗೆ ಭೇಟಿ ನೀಡಿ ಮಾಹಿತಿ ಸಂಗ್ರಹಿಸಲಿದ್ದು ಸಾರ್ವಜನಿಕರು ಹಾಗೂ ಜನಪ್ರತಿನಿಧಿಗಳ ಅಭಿಪ್ರಾಯ ಪಡೆಯಲಿದ್ದಾರೆ ಎಂದರು. ಸಭೆಯಲ್ಲಿ ಜಿಲ್ಲಾಧಿಕಾರಿ ಎಂ.ಎಸ್.ದಿವಾಕರ್, ಜಿಲ್ಲಾ ಪಂಚಾಯತ್ ಮುಖ್ಯ ಕಾರ್ಯನಿರ್ವಾಹಕ ಅಧಿಕಾರಿ ನೊಂಗ್ಜಾಯ್ ಮೊಹಮ್ಮದ್ ಅಲಿ ಅಕ್ರಮ್ ಷಾ, ಸಮಿತಿ ಸದಸ್ಯರು ಹಾಗೂ ವಿವಿಧ ಇಲಾಖೆಗಳ ಅಧಿಕಾರಿಗಳು ಉಪಸ್ಥಿತರಿದ್ದರು. [474,262,772,360]
column-rule [331,450,332,1510]
imprint-line2: Publication: SHREE SHAILA PRINTERS, opp.Eranna Gudi Road,Eslampura,Gangavathi - 581227. Koppal Dist.Karnataka. [153,1537,653,1548]
ryot-byline: ಸುವರ್ಣವಾಹಿನಿ ಸುದ್ದಿ [334,930,383,938]
muniraju-dateline: ಬಳ್ಳಾರಿ,ಜೂ.19: [334,1289,377,1297]
lead-body-cont: ಜಿಲ್ಲೆಯಲ್ಲಿ ಅಭಿವೃದ್ಧಿ ಸೂಚ್ಯಂಕ ಆಧರಿಸಿ ಪ್ರಾದೇಶಿಕ ಅಸಮತೋಲನ ನಿವಾರಣೆ ಕುರಿತು ಪರಾಮರ್ಶೆ ನಡೆಸಿ ಸರ್ಕಾರಕ್ಕೆ ವರದಿ ಸಲ್ಲಿಸಲಾಗುವುದು ಎಂದು ಪ್ರಾದೇಶಿಕ ಅಸಮತೋಲನ ನಿವಾರಣಾ ಸಮಿತಿ ಅಧ್ಯಕ್ಷರಾದ ಪ್ರೊ.ಎಂ.ಗೋವಿಂದರಾವ್ ಅವರು ಹೇಳಿದರು. ನಗರದ ಜಿಲ್ಲಾಧಿಕಾರಿ ಕಚೇರಿ ಸಭಾಂಗಣದಲ್ಲಿ ಜಿಲ್ಲಾಮಟ್ಟದ ಪ್ರಾದೇಶಿಕ ಅಸಮತೋಲನ ನಿವಾರಣೆ ಕುರಿತು ಏರ್ಪಡಿಸಲಾಗಿದ್ದ ಸಭೆಯ ಅಧ್ಯಕ್ಷತೆ ವಹಿಸಿ ಅವರು ಮಾತನಾಡಿದರು. ಡಾ.ಡಿ.ಎಂ.ನಂಜುಂಡಪ್ಪ ಅವರು 2002ರ ವರದಿಯಲ್ಲಿ ಉಲ್ಲೇಖಿಸಿದ ತಾಲೂಕುಗಳನ್ನು ಹಿಂದುಳಿದ, ಅತಿ ಹಿಂದುಳಿದ ಹಾಗೂ ಅತ್ಯಂತ ಹಿಂದುಳಿದ ತಾಲೂಕುಗಳೆಂದು ವರ್ಗೀಕರಿಸಲಾಗಿತ್ತು. ಸಮಿತಿಯ ಶಿಫಾರಸಿನಂತೆ ಸರ್ಕಾರ ಅನುದಾನ ನೀಡಿ ಅಭಿವೃದ್ಧಿ ಕಾರ್ಯಗಳನ್ನು ಕೈಗೊಂಡಿದೆ. ಮುಖ್ಯವಾಗಿ ಶಿಕ್ಷಣ, ಆರೋಗ್ಯ, ಕೃಷಿ, ನೀರಾವರಿ, ಕೈಗಾರಿಕೆ ಹಾಗೂ ಮೂಲ ಸೌಕರ್ಯ ವಲಯಗಳ ಸೂಚ್ಯಂಕ ಆಧರಿಸಿ ಪ್ರಗತಿ ಪರಿಶೀಲನೆ ನಡೆಸಲಾಗುತ್ತಿದೆ. ಸಮಿತಿ ಸದಸ್ಯರು ಜಿಲ್ಲೆಯ ಎಲ್ಲಾ ತಾಲೂಕುಗಳಿಗೆ ಭೇಟಿ ನೀಡಿ ಮಾಹಿತಿ ಸಂಗ್ರಹಿಸಲಿದ್ದು ಸಾರ್ವಜನಿಕರು ಹಾಗೂ ಜನಪ್ರತಿನಿಧಿಗಳ ಅಭಿಪ್ರಾಯ ಪಡೆಯಲಿದ್ದಾರೆ ಎಂದರು. ಸಭೆಯಲ್ಲಿ ಜಿಲ್ಲಾಧಿಕಾರಿ ಎಂ.ಎಸ್.ದಿವಾಕರ್, ಜಿಲ್ಲಾ ಪಂಚಾಯತ್ ಮುಖ್ಯ ಕಾರ್ಯನಿರ್ವಾಹಕ ಅಧಿಕಾರಿ ನೊಂಗ್ಜಾಯ್ ಮೊಹಮ್ಮದ್ ಅಲಿ ಅಕ್ರಮ್ ಷಾ, ಸಮಿತಿ ಸದಸ್ಯರು ಹಾಗೂ ವಿವಿಧ ಇಲಾಖೆಗಳ ಅಧಿಕಾರಿಗಳು ಉಪಸ್ಥಿತರಿದ್ದರು. [175,262,470,360]
lead-article-col4 [776,138,919,440]
lead-body-cont3: ಜಿಲ್ಲೆಯಲ್ಲಿ ಅಭಿವೃದ್ಧಿ ಸೂಚ್ಯಂಕ ಆಧರಿಸಿ ಪ್ರಾದೇಶಿಕ ಅಸಮತೋಲನ ನಿವಾರಣೆ ಕುರಿತು ಪರಾಮರ್ಶೆ ನಡೆಸಿ ಸರ್ಕಾರಕ್ಕೆ ವರದಿ ಸಲ್ಲಿಸಲಾಗುವುದು ಎಂದು ಪ್ರಾದೇಶಿಕ ಅಸಮತೋಲನ ನಿವಾರಣಾ ಸಮಿತಿ ಅಧ್ಯಕ್ಷರಾದ ಪ್ರೊ.ಎಂ.ಗೋವಿಂದರಾವ್ ಅವರು ಹೇಳಿದರು. ನಗರದ ಜಿಲ್ಲಾಧಿಕಾರಿ ಕಚೇರಿ ಸಭಾಂಗಣದಲ್ಲಿ ಜಿಲ್ಲಾಮಟ್ಟದ ಪ್ರಾದೇಶಿಕ ಅಸಮತೋಲನ ನಿವಾರಣೆ ಕುರಿತು ಏರ್ಪಡಿಸಲಾಗಿದ್ದ ಸಭೆಯ ಅಧ್ಯಕ್ಷತೆ ವಹಿಸಿ ಅವರು ಮಾತನಾಡಿದರು. ಡಾ.ಡಿ.ಎಂ.ನಂಜುಂಡಪ್ಪ ಅವರು 2002ರ ವರದಿಯಲ್ಲಿ ಉಲ್ಲೇಖಿಸಿದ ತಾಲೂಕುಗಳನ್ನು ಹಿಂದುಳಿದ, ಅತಿ ಹಿಂದುಳಿದ ಹಾಗೂ ಅತ್ಯಂತ ಹಿಂದುಳಿದ ತಾಲೂಕುಗಳೆಂದು ವರ್ಗೀಕರಿಸಲಾಗಿತ್ತು. ಸಮಿತಿಯ ಶಿಫಾರಸಿನಂತೆ ಸರ್ಕಾರ ಅನುದಾನ ನೀಡಿ ಅಭಿವೃದ್ಧಿ ಕಾರ್ಯಗಳನ್ನು ಕೈಗೊಂಡಿದೆ. ಮುಖ್ಯವಾಗಿ ಶಿಕ್ಷಣ, ಆರೋಗ್ಯ, ಕೃಷಿ, ನೀರಾವರಿ, ಕೈಗಾರಿಕೆ ಹಾಗೂ ಮೂಲ ಸೌಕರ್ಯ ವಲಯಗಳ ಸೂಚ್ಯಂಕ ಆಧರಿಸಿ ಪ್ರಗತಿ ಪರಿಶೀಲನೆ ನಡೆಸಲಾಗುತ್ತಿದೆ. ಸಮಿತಿ ಸದಸ್ಯರು ಜಿಲ್ಲೆಯ ಎಲ್ಲಾ ತಾಲೂಕುಗಳಿಗೆ ಭೇಟಿ ನೀಡಿ ಮಾಹಿತಿ ಸಂಗ್ರಹಿಸಲಿದ್ದು ಸಾರ್ವಜನಿಕರು ಹಾಗೂ ಜನಪ್ರತಿನಿಧಿಗಳ ಅಭಿಪ್ರಾಯ ಪಡೆಯಲಿದ್ದಾರೆ ಎಂದರು. ಸಭೆಯಲ್ಲಿ ಜಿಲ್ಲಾಧಿಕಾರಿ ಎಂ.ಎಸ್.ದಿವಾಕರ್, ಜಿಲ್ಲಾ ಪಂಚಾಯತ್ ಮುಖ್ಯ ಕಾರ್ಯನಿರ್ವಾಹಕ ಅಧಿಕಾರಿ ನೊಂಗ್ಜಾಯ್ ಮೊಹಮ್ಮದ್ ಅಲಿ ಅಕ್ರಮ್ ಷಾ, ಸಮಿತಿ ಸದಸ್ಯರು ಹಾಗೂ ವಿವಿಧ ಇಲಾಖೆಗಳ ಅಧಿಕಾರಿಗಳು ಉಪಸ್ಥಿತರಿದ್ದರು. [776,138,919,335]
karmika-photo-memo [680,848,915,926]
anche-article-col2 [180,671,328,822]
